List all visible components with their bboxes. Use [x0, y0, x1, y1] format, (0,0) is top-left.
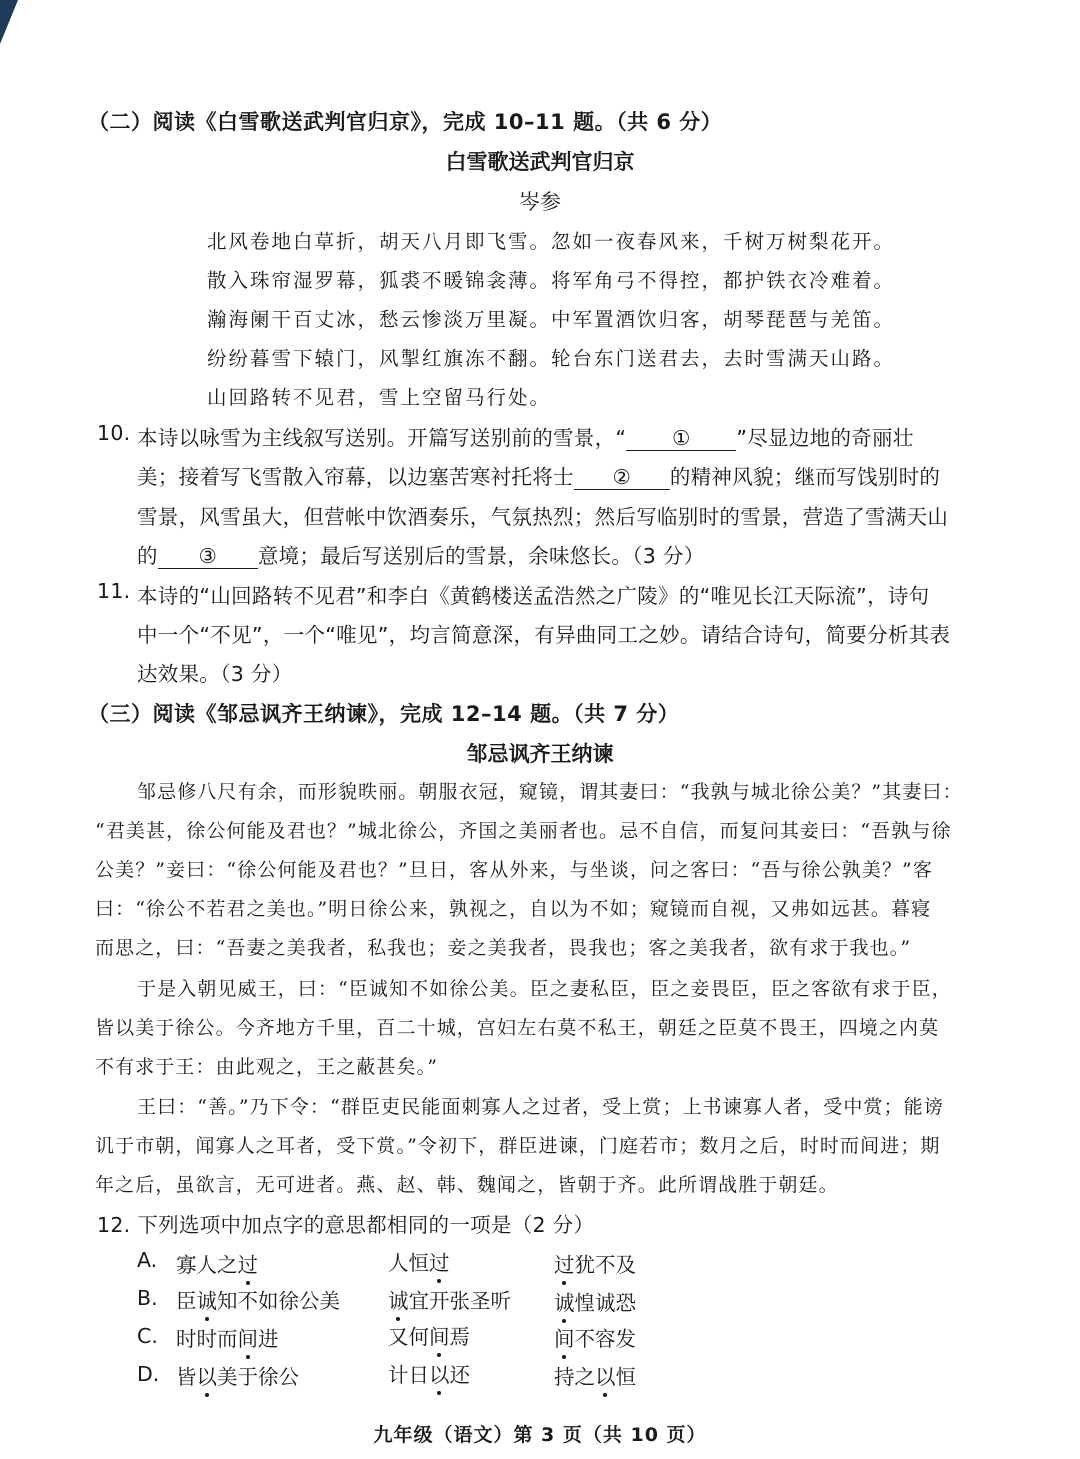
prose-line: 于是入朝见威王，曰：“臣诚知不如徐公美。臣之妻私臣，臣之妾畏臣，臣之客欲有求于臣， [137, 978, 952, 1000]
question-text: 意境；最后写送别后的雪景，余味悠长。（3 分） [257, 544, 705, 568]
section-2-heading: （二）阅读《白雪歌送武判官归京》，完成 10–11 题。（共 6 分） [88, 110, 723, 134]
prose-line: 不有求于王：由此观之，王之蔽甚矣。” [95, 1056, 439, 1078]
option-letter: C. [137, 1324, 158, 1348]
page-footer: 九年级（语文）第 3 页（共 10 页） [373, 1424, 707, 1446]
question-line: 雪景，风雪虽大，但营帐中饮酒奏乐，气氛热烈；然后写临别时的雪景，营造了雪满天山 [137, 505, 949, 529]
option-letter: B. [137, 1286, 158, 1310]
poem-author: 岑参 [519, 190, 561, 214]
answer-blank-2[interactable]: ② [574, 466, 670, 490]
prose-line: 而思之，曰：“吾妻之美我者，私我也；妾之美我者，畏我也；客之美我者，欲有求于我也。” [95, 937, 912, 959]
question-line: 本诗的“山回路转不见君”和李白《黄鹤楼送孟浩然之广陵》的“唯见长江天际流”，诗句 [137, 584, 930, 608]
prose-line: 邹忌修八尺有余，而形貌昳丽。朝服衣冠，窥镜，谓其妻曰：“我孰与城北徐公美？”其妻曰： [137, 781, 963, 803]
poem-line: 北风卷地白草折，胡天八月即飞雪。忽如一夜春风来，千树万树梨花开。 [207, 230, 896, 253]
prose-line: 公美？”妾曰：“徐公何能及君也？”旦日，客从外来，与坐谈，问之客曰：“吾与徐公孰美？”客 [95, 859, 933, 881]
question-text: ”尽显边地的奇丽壮 [736, 426, 914, 450]
option-phrase-2: 人恒过 [388, 1251, 450, 1275]
answer-blank-3[interactable]: ③ [158, 545, 258, 569]
prose-line: 曰：“徐公不若君之美也。”明日徐公来，孰视之，自以为不如；窥镜而自视，又弗如远甚。暮寝 [95, 898, 932, 920]
prose-line: “君美甚，徐公何能及君也？”城北徐公，齐国之美丽者也。忌不自信，而复问其妾曰：“吾孰与徐 [95, 820, 952, 842]
prose-line: 皆以美于徐公。今齐地方千里，百二十城，宫妇左右莫不私王，朝廷之臣莫不畏王，四境之内莫 [95, 1017, 940, 1039]
question-text: 的 [137, 544, 158, 568]
prose-line: 王曰：“善。”乃下令：“群臣吏民能面刺寡人之过者，受上赏；上书谏寡人者，受中赏；能谤 [137, 1096, 944, 1118]
option-phrase-3: 诚惶诚恐 [554, 1291, 636, 1315]
option-phrase-2: 诚宜开张圣听 [388, 1289, 511, 1313]
scan-corner-mark [0, 0, 44, 44]
option-phrase-1: 臣诚知不如徐公美 [176, 1289, 340, 1313]
question-line [137, 421, 914, 451]
question-stem: 12. 下列选项中加点字的意思都相同的一项是（2 分） [97, 1213, 595, 1237]
option-phrase-3: 持之以恒 [554, 1365, 636, 1389]
question-line [137, 460, 940, 490]
option-phrase-3: 间不容发 [554, 1327, 636, 1351]
option-phrase-2: 计日以还 [388, 1363, 470, 1387]
question-line [137, 539, 705, 569]
option-phrase-3: 过犹不及 [554, 1253, 636, 1277]
option-letter: A. [137, 1248, 158, 1272]
option-phrase-1: 寡人之过 [176, 1253, 258, 1277]
prose-line: 讥于市朝，闻寡人之耳者，受下赏。”令初下，群臣进谏，门庭若市；数月之后，时时而间进；期 [95, 1135, 941, 1157]
question-line: 达效果。（3 分） [137, 662, 293, 686]
section-3-heading: （三）阅读《邹忌讽齐王纳谏》，完成 12–14 题。（共 7 分） [88, 702, 680, 726]
poem-line: 散入珠帘湿罗幕，狐裘不暖锦衾薄。将军角弓不得控，都护铁衣冷难着。 [207, 269, 896, 292]
option-phrase-1: 皆以美于徐公 [176, 1365, 299, 1389]
option-letter: D. [137, 1362, 160, 1386]
option-phrase-1: 时时而间进 [176, 1327, 279, 1351]
poem-line: 纷纷暮雪下辕门，风掣红旗冻不翻。轮台东门送君去，去时雪满天山路。 [207, 347, 896, 370]
question-text: 本诗以咏雪为主线叙写送别。开篇写送别前的雪景，“ [137, 426, 627, 450]
answer-blank-1[interactable]: ① [626, 427, 736, 451]
question-number: 11. [97, 579, 131, 603]
option-phrase-2: 又何间焉 [388, 1325, 470, 1349]
prose-title: 邹忌讽齐王纳谏 [466, 742, 614, 766]
question-number: 10. [97, 421, 131, 445]
prose-line: 年之后，虽欲言，无可进者。燕、赵、韩、魏闻之，皆朝于齐。此所谓战胜于朝廷。 [95, 1174, 839, 1196]
question-text: 的精神风貌；继而写饯别时的 [669, 465, 941, 489]
poem-title: 白雪歌送武判官归京 [445, 150, 635, 174]
question-line: 中一个“不见”，一个“唯见”，均言简意深，有异曲同工之妙。请结合诗句，简要分析其表 [137, 623, 951, 647]
question-text: 美；接着写飞雪散入帘幕，以边塞苦寒衬托将士 [137, 465, 574, 489]
poem-line: 瀚海阑干百丈冰，愁云惨淡万里凝。中军置酒饮归客，胡琴琵琶与羌笛。 [207, 308, 896, 331]
poem-line: 山回路转不见君，雪上空留马行处。 [207, 386, 552, 409]
